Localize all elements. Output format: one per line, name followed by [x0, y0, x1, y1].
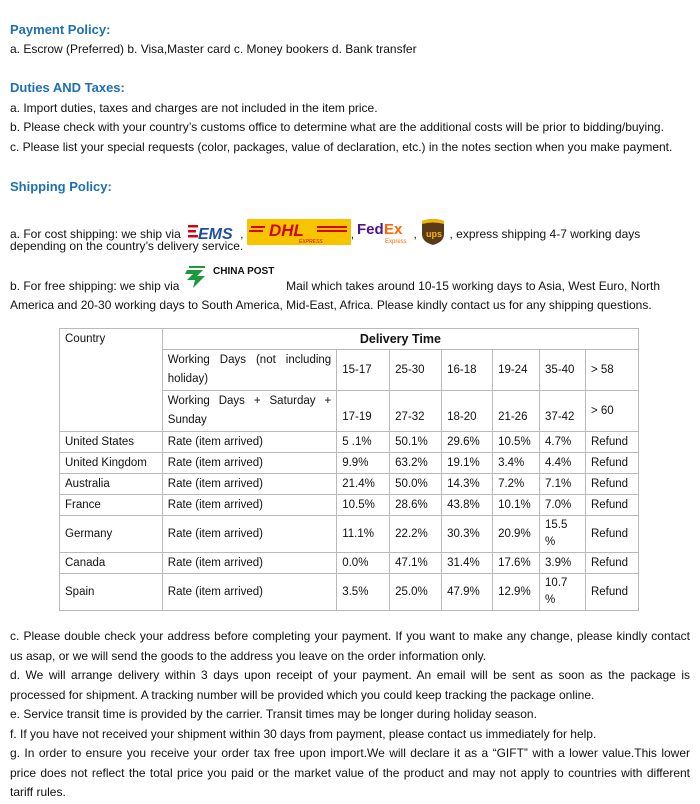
table-cell: Refund [585, 474, 638, 495]
table-cell: 0.0% [337, 553, 390, 574]
table-cell: 14.3% [442, 474, 493, 495]
table-cell: 5 .1% [337, 432, 390, 453]
table-cell: 43.8% [442, 495, 493, 516]
table-cell: 50.1% [390, 432, 442, 453]
rate-label-cell: Rate (item arrived) [162, 553, 336, 574]
shipping-item-b [10, 265, 692, 296]
table-cell: Refund [585, 453, 638, 474]
table-cell: 7.1% [540, 474, 586, 495]
shipping-a-suffix: , express shipping 4-7 working days [449, 227, 641, 242]
table-cell: Refund [585, 574, 638, 611]
country-cell: United States [60, 432, 163, 453]
table-cell: 50.0% [390, 474, 442, 495]
duties-heading: Duties AND Taxes: [10, 80, 125, 95]
rate-label-cell: Rate (item arrived) [162, 432, 336, 453]
country-cell: Spain [60, 574, 163, 611]
note-d: d. We will arrange delivery within 3 days upon receipt of your payment. An email will be sent as soon as the package is processed for shipment. A tracking number will be provided which you could keep tracking the package online. [10, 668, 690, 702]
table-cell: 3.9% [540, 553, 586, 574]
table-cell: 7.2% [493, 474, 540, 495]
country-cell: France [60, 495, 163, 516]
payment-options: a. Escrow (Preferred) b. Visa,Master card c. Money bookers d. Bank transfer [10, 42, 417, 56]
rate-label-cell: Rate (item arrived) [162, 574, 336, 611]
separator: , [413, 227, 417, 242]
shipping-a-line2: depending on the country’s delivery service. [10, 239, 244, 253]
table-cell: 11.1% [337, 516, 390, 553]
table-cell: 17.6% [493, 553, 540, 574]
table-cell: 30.3% [442, 516, 493, 553]
row-label: Working Days + Saturday + Sunday [162, 391, 336, 432]
table-cell: 3.5% [337, 574, 390, 611]
table-header-row [60, 329, 639, 350]
table-cell: 17-19 [337, 391, 390, 432]
country-cell: Germany [60, 516, 163, 553]
table-cell: 22.2% [390, 516, 442, 553]
rate-label-cell: Rate (item arrived) [162, 516, 336, 553]
table-cell: 10.5% [337, 495, 390, 516]
table-cell: 21.4% [337, 474, 390, 495]
table-cell: 25-30 [390, 350, 442, 391]
ems-logo-text: EMS [198, 226, 233, 243]
rate-label-cell: Rate (item arrived) [162, 474, 336, 495]
table-cell: 63.2% [390, 453, 442, 474]
china-post-text: CHINA POST [212, 265, 275, 277]
dhl-logo-text: DHL [268, 221, 304, 240]
table-cell: Refund [585, 432, 638, 453]
ups-logo-text: ups [426, 229, 443, 239]
note-e: e. Service transit time is provided by the carrier. Transit times may be longer during holiday season. [10, 707, 537, 721]
table-cell: 7.0% [540, 495, 586, 516]
duties-item-c: c. Please list your special requests (color, packages, value of declaration, etc.) in the notes section when you make payment. [10, 140, 673, 154]
shipping-b-line2: America and 20-30 working days to South America, Mid-East, Africa. Please kindly contact us for any shipping questions. [10, 298, 652, 312]
country-cell: Australia [60, 474, 163, 495]
table-cell: 10.7 % [540, 574, 586, 611]
shipping-a-prefix: a. For cost shipping: we ship via [10, 227, 181, 242]
table-cell: 27-32 [390, 391, 442, 432]
duties-item-a: a. Import duties, taxes and charges are not included in the item price. [10, 101, 378, 115]
notes-section [10, 627, 690, 803]
china-post-logo [183, 264, 283, 296]
delivery-time-header: Delivery Time [162, 329, 638, 350]
shipping-b-prefix: b. For free shipping: we ship via [10, 279, 180, 293]
table-row [60, 432, 639, 453]
table-cell: 29.6% [442, 432, 493, 453]
table-cell: 3.4% [493, 453, 540, 474]
table-cell: 4.7% [540, 432, 586, 453]
table-cell: 15-17 [337, 350, 390, 391]
table-cell: 16-18 [442, 350, 493, 391]
table-cell: 12.9% [493, 574, 540, 611]
table-cell: 10.5% [493, 432, 540, 453]
table-cell: 21-26 [493, 391, 540, 432]
table-row [60, 574, 639, 611]
table-cell: 25.0% [390, 574, 442, 611]
table-row [60, 516, 639, 553]
table-cell: Refund [585, 516, 638, 553]
note-f: f. If you have not received your shipment within 30 days from payment, please contact us immediately for help. [10, 726, 597, 741]
table-cell: 31.4% [442, 553, 493, 574]
table-cell: Refund [585, 553, 638, 574]
duties-item-b: b. Please check with your country’s customs office to determine what are the additional costs will be prior to bidding/buying. [10, 120, 664, 134]
rate-label-cell: Rate (item arrived) [162, 495, 336, 516]
rate-label-cell: Rate (item arrived) [162, 453, 336, 474]
table-row [60, 495, 639, 516]
shipping-policy-heading: Shipping Policy: [10, 179, 112, 194]
table-cell: 19-24 [493, 350, 540, 391]
table-cell: 20.9% [493, 516, 540, 553]
fedex-ex-text: Ex [384, 221, 403, 238]
fedex-sub-text: Express [385, 239, 408, 245]
fedex-fed-text: Fed [357, 221, 385, 238]
table-cell: 10.1% [493, 495, 540, 516]
note-g: g. In order to ensure you receive your order tax free upon import.We will declare it as a “GIFT” with a lower value.This lower price does not reflect the total price you paid or the market value of the product and may not apply to countries with different tariff rules. [10, 746, 690, 799]
table-cell: 19.1% [442, 453, 493, 474]
table-cell: 4.4% [540, 453, 586, 474]
shipping-b-suffix: Mail which takes around 10-15 working days to Asia, West Euro, North [286, 279, 661, 293]
separator: , [240, 227, 244, 242]
note-c: c. Please double check your address before completing your payment. If you want to make any change, please kindly contact us asap, or we will send the goods to the address you leave on the order information only. [10, 629, 690, 663]
table-cell: 37-42 [540, 391, 586, 432]
dhl-logo-sub: EXPRESS [298, 239, 323, 245]
table-cell: 47.9% [442, 574, 493, 611]
table-row [60, 453, 639, 474]
table-row [60, 474, 639, 495]
country-header: Country [60, 329, 163, 432]
table-cell: Refund [585, 495, 638, 516]
separator: , [350, 227, 355, 242]
table-row [60, 553, 639, 574]
country-cell: Canada [60, 553, 163, 574]
country-cell: United Kingdom [60, 453, 163, 474]
payment-policy-heading: Payment Policy: [10, 22, 111, 37]
row-label: Working Days (not including holiday) [162, 350, 336, 391]
table-cell: 9.9% [337, 453, 390, 474]
table-cell: 18-20 [442, 391, 493, 432]
table-cell: 15.5 % [540, 516, 586, 553]
table-cell: 35-40 [540, 350, 586, 391]
table-cell: > 58 [585, 350, 638, 391]
table-cell: 28.6% [390, 495, 442, 516]
table-cell: 47.1% [390, 553, 442, 574]
table-cell: > 60 [585, 391, 638, 432]
delivery-time-table [59, 328, 639, 611]
